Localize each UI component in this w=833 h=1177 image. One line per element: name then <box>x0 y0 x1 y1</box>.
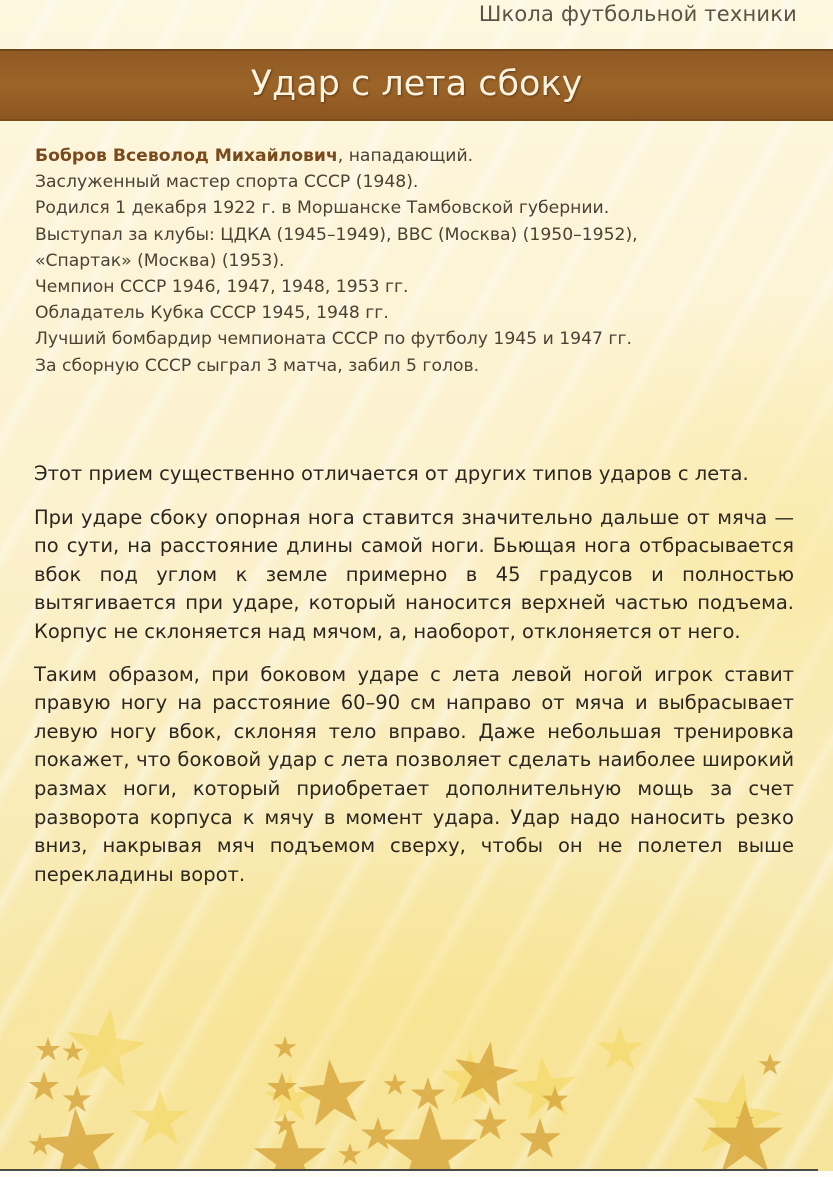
paragraph-intro: Этот прием существенно отличается от других типов ударов с лета. <box>34 462 749 485</box>
page-margin <box>0 1171 833 1177</box>
running-head: Школа футбольной техники <box>478 2 797 26</box>
article-body <box>34 460 794 903</box>
page-title: Удар с лета сбоку <box>250 64 583 104</box>
bio-name-line <box>35 143 815 169</box>
gold-stars-icon <box>0 990 833 1170</box>
paragraph-technique: При ударе сбоку опорная нога ставится значительно дальше от мяча — по сути, на расстояние длины самой ноги. Бьющая нога отбрасывается вбок под углом к земле примерно в 45 градусов и полностью вытягивается при ударе, который наносится верхней частью подъема. Корпус не склоняется над мячом, а, наоборот, отклоняется от него. <box>34 505 794 643</box>
bio-line: Выступал за клубы: ЦДКА (1945–1949), ВВС (Москва) (1950–1952), <box>35 224 638 245</box>
bio-line: Родился 1 декабря 1922 г. в Моршанске Тамбовской губернии. <box>35 198 610 219</box>
paragraph-example: Таким образом, при боковом ударе с лета левой ногой игрок ставит правую ногу на расстояние 60–90 см направо от мяча и выбрасывает левую ногу вбок, склоняя тело вправо. Даже небольшая тренировка покажет, что боковой удар с лета позволяет сделать наиболее широкий размах ноги, который приобретает дополнительную мощь за счет разворота корпуса к мячу в момент удара. Удар надо наносить резко вниз, накрывая мяч подъемом сверху, чтобы он не полетел выше перекладины ворот. <box>34 662 794 886</box>
bio-line: Обладатель Кубка СССР 1945, 1948 гг. <box>35 303 389 324</box>
title-band <box>0 49 833 121</box>
player-role: , нападающий. <box>337 146 474 166</box>
player-name: Бобров Всеволод Михайлович <box>35 146 338 166</box>
bio-line: Лучший бомбардир чемпионата СССР по футболу 1945 и 1947 гг. <box>35 329 632 350</box>
player-bio <box>35 143 815 379</box>
bio-line: Чемпион СССР 1946, 1947, 1948, 1953 гг. <box>35 277 409 298</box>
bio-line: За сборную СССР сыграл 3 матча, забил 5 голов. <box>35 355 480 376</box>
bio-line: «Спартак» (Москва) (1953). <box>35 250 285 271</box>
bio-line: Заслуженный мастер спорта СССР (1948). <box>35 172 419 193</box>
